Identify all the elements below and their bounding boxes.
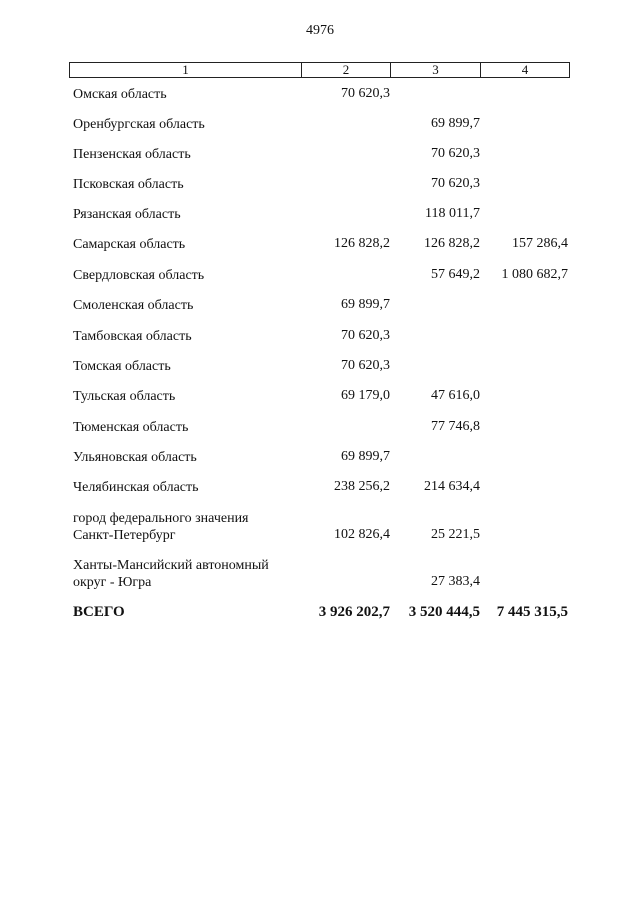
region-name: Томская область <box>73 359 171 374</box>
value-col-2: 126 828,2 <box>334 236 390 251</box>
total-label: ВСЕГО <box>73 604 125 620</box>
value-col-3: 70 620,3 <box>431 176 480 191</box>
total-value-col-2: 3 926 202,7 <box>318 604 390 620</box>
value-col-3: 118 011,7 <box>425 206 480 221</box>
region-name: Тульская область <box>73 389 176 404</box>
value-col-4: 157 286,4 <box>512 236 568 251</box>
column-header-4: 4 <box>521 62 529 77</box>
value-col-3: 25 221,5 <box>431 527 480 542</box>
region-name: Псковская область <box>73 177 184 192</box>
region-name: Тюменская область <box>73 420 189 435</box>
value-col-2: 69 179,0 <box>341 388 390 403</box>
region-name: Рязанская область <box>73 207 181 222</box>
value-col-3: 47 616,0 <box>431 388 480 403</box>
value-col-2: 70 620,3 <box>341 358 390 373</box>
region-name: Ульяновская область <box>73 450 197 465</box>
value-col-3: 27 383,4 <box>431 574 480 589</box>
region-name: Пензенская область <box>73 147 191 162</box>
value-col-3: 69 899,7 <box>431 116 480 131</box>
table-header-row <box>69 62 570 78</box>
value-col-3: 126 828,2 <box>424 236 480 251</box>
region-name: Челябинская область <box>73 480 199 495</box>
value-col-4: 1 080 682,7 <box>501 267 568 282</box>
region-name: Тамбовская область <box>73 329 192 344</box>
value-col-3: 70 620,3 <box>431 146 480 161</box>
region-name: Ханты-Мансийский автономный округ - Югра <box>73 558 269 590</box>
value-col-2: 69 899,7 <box>341 297 390 312</box>
region-name: Самарская область <box>73 237 186 252</box>
region-name: Оренбургская область <box>73 117 205 132</box>
region-name: Свердловская область <box>73 268 205 283</box>
value-col-2: 70 620,3 <box>341 86 390 101</box>
total-value-col-3: 3 520 444,5 <box>408 604 480 620</box>
value-col-3: 77 746,8 <box>431 419 480 434</box>
page-number: 4976 <box>306 23 334 38</box>
column-header-3: 3 <box>391 63 481 77</box>
column-header-2: 2 <box>302 63 391 77</box>
region-name: Омская область <box>73 87 167 102</box>
total-value-col-4: 7 445 315,5 <box>496 604 568 620</box>
region-name: город федерального значения Санкт-Петербург <box>73 511 249 543</box>
column-header-1: 1 <box>70 63 302 77</box>
value-col-2: 70 620,3 <box>341 328 390 343</box>
value-col-3: 57 649,2 <box>431 267 480 282</box>
value-col-2: 102 826,4 <box>334 527 390 542</box>
value-col-3: 214 634,4 <box>424 479 480 494</box>
region-name: Смоленская область <box>73 298 194 313</box>
value-col-2: 69 899,7 <box>341 449 390 464</box>
value-col-2: 238 256,2 <box>334 479 390 494</box>
